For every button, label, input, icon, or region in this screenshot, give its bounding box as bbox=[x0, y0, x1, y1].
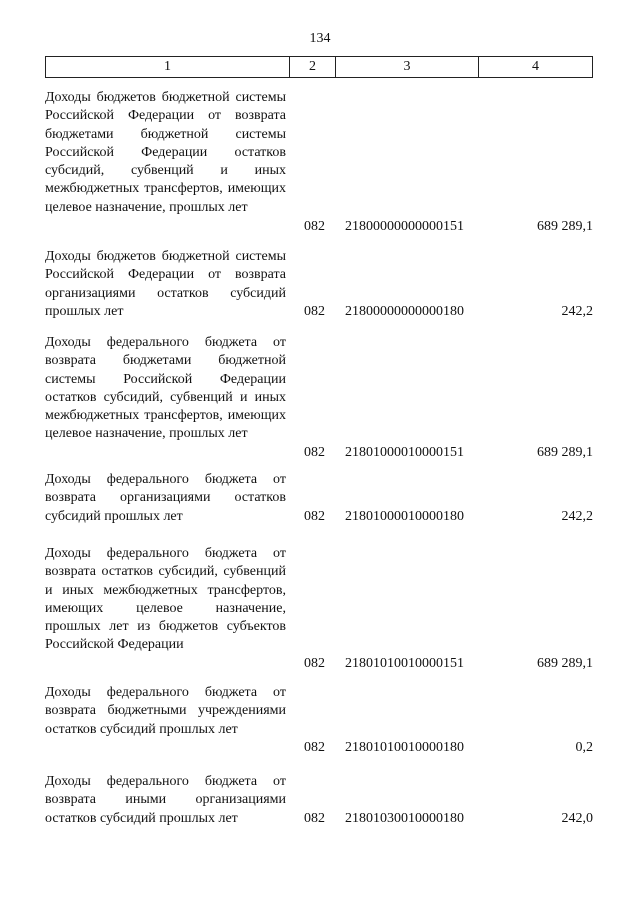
row-code: 082 bbox=[304, 509, 325, 524]
header-col-2: 2 bbox=[290, 57, 336, 77]
row-kbk: 21801000010000180 bbox=[345, 509, 464, 524]
table-row bbox=[45, 471, 593, 524]
row-amount: 242,2 bbox=[561, 304, 593, 319]
row-kbk: 21801010010000180 bbox=[345, 740, 464, 755]
row-code: 082 bbox=[304, 445, 325, 460]
row-kbk: 21801000010000151 bbox=[345, 445, 464, 460]
header-col-4: 4 bbox=[532, 59, 539, 74]
row-code: 082 bbox=[304, 656, 325, 671]
row-amount: 689 289,1 bbox=[537, 219, 593, 234]
row-description: Доходы федерального бюджета от возврата организациями остатков субсидий прошлых лет bbox=[45, 472, 286, 524]
header-col-1: 1 bbox=[46, 57, 290, 77]
row-amount: 689 289,1 bbox=[537, 656, 593, 671]
row-kbk: 21800000000000151 bbox=[345, 219, 464, 234]
table-row bbox=[45, 684, 593, 755]
table-row bbox=[45, 89, 593, 234]
row-kbk: 21800000000000180 bbox=[345, 304, 464, 319]
row-amount: 0,2 bbox=[575, 740, 593, 755]
row-kbk: 21801030010000180 bbox=[345, 811, 464, 826]
row-amount: 242,2 bbox=[561, 509, 593, 524]
row-amount: 689 289,1 bbox=[537, 445, 593, 460]
row-description: Доходы федерального бюджета от возврата бюджетными учреждениями остатков субсидий прошлых лет bbox=[45, 685, 286, 737]
row-description: Доходы бюджетов бюджетной системы Российской Федерации от возврата бюджетами бюджетной системы Российской Федерации остатков субсидий, субвенций и иных межбюджетных трансфертов, имеющих целевое назначение, прошлых лет bbox=[45, 90, 286, 215]
table-row bbox=[45, 545, 593, 671]
row-description: Доходы бюджетов бюджетной системы Российской Федерации от возврата организациями остатков субсидий прошлых лет bbox=[45, 249, 286, 319]
table-row bbox=[45, 248, 593, 319]
row-code: 082 bbox=[304, 304, 325, 319]
table-header bbox=[45, 56, 593, 78]
row-amount: 242,0 bbox=[561, 811, 593, 826]
row-code: 082 bbox=[304, 811, 325, 826]
header-col-3: 3 bbox=[336, 57, 479, 77]
row-description: Доходы федерального бюджета от возврата остатков субсидий, субвенций и иных межбюджетных трансфертов, имеющих целевое назначение, прошлых лет из бюджетов субъектов Российской Федерации bbox=[45, 546, 286, 653]
page-number: 134 bbox=[309, 31, 331, 46]
row-kbk: 21801010010000151 bbox=[345, 656, 464, 671]
row-description: Доходы федерального бюджета от возврата бюджетами бюджетной системы Российской Федерации остатков субсидий, субвенций и иных межбюджетных трансфертов, имеющих целевое назначение, прошлых лет bbox=[45, 335, 286, 442]
row-description: Доходы федерального бюджета от возврата иными организациями остатков субсидий прошлых лет bbox=[45, 774, 286, 826]
row-code: 082 bbox=[304, 740, 325, 755]
row-code: 082 bbox=[304, 219, 325, 234]
table-row bbox=[45, 334, 593, 460]
table-row bbox=[45, 773, 593, 826]
